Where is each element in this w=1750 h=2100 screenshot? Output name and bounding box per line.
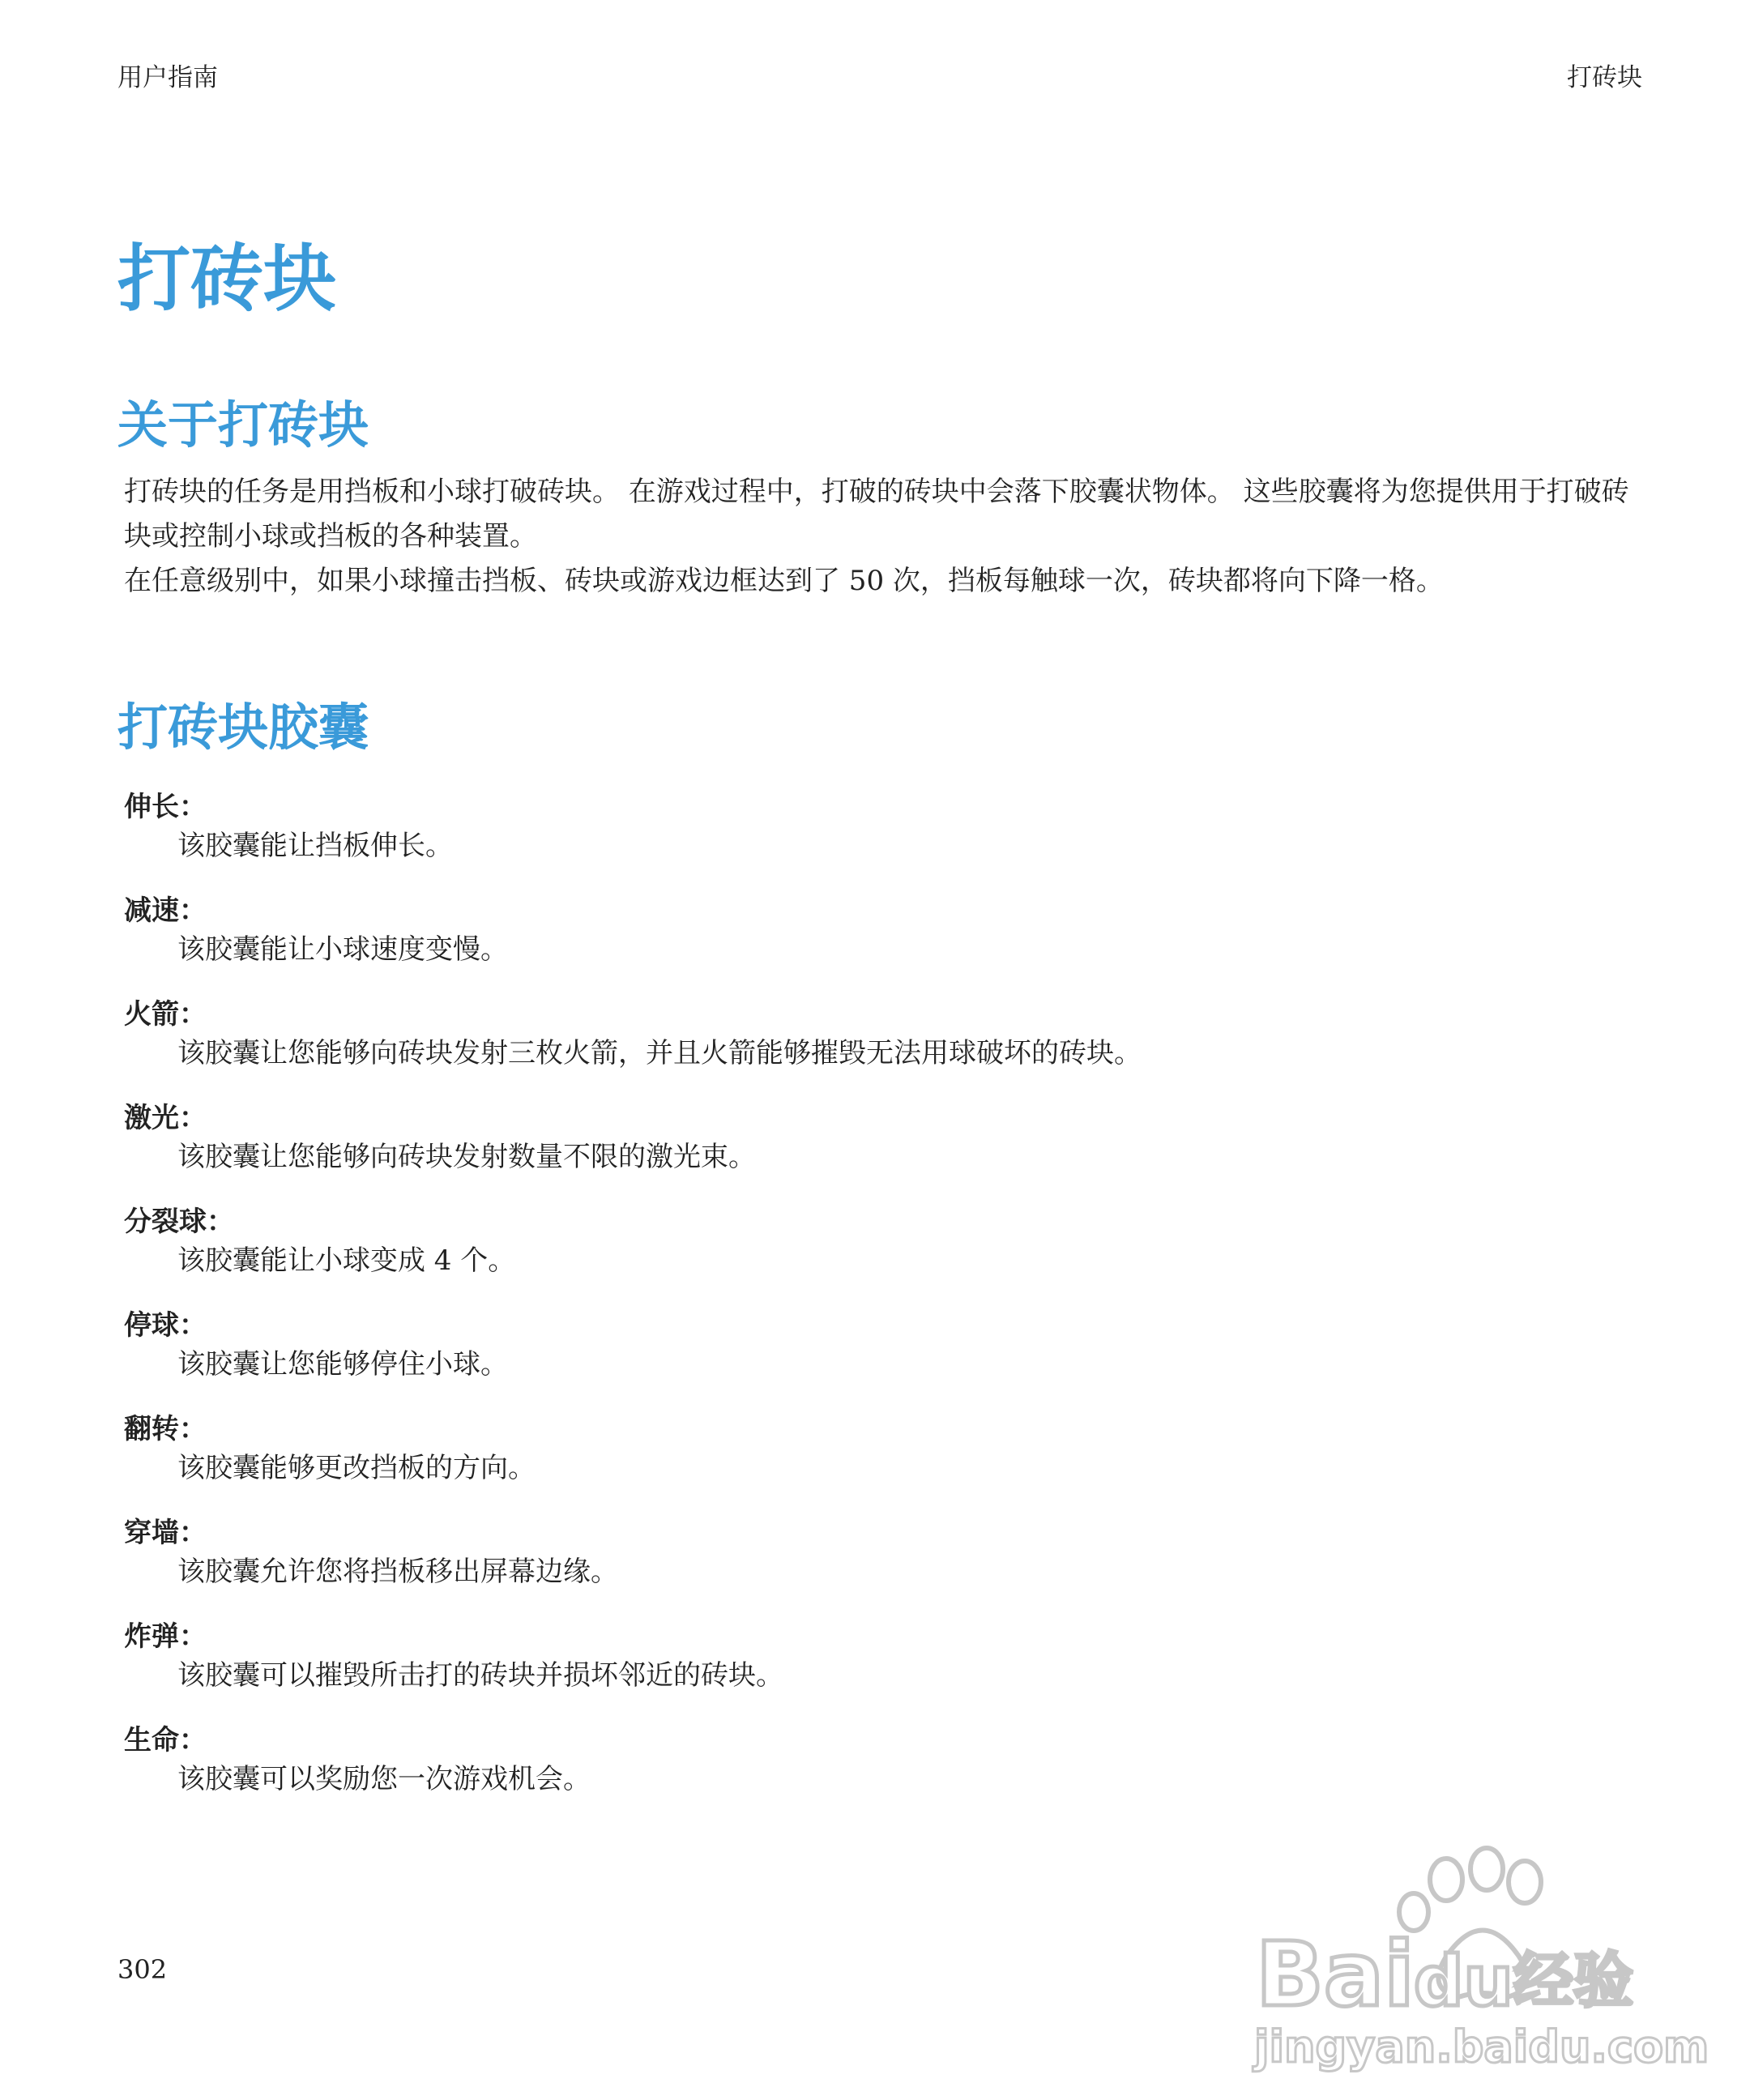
capsule-term: 生命： bbox=[124, 1724, 207, 1756]
running-header-left: 用户指南 bbox=[117, 63, 218, 92]
baidu-logo-url: jingyan.baidu.com bbox=[1254, 2021, 1709, 2072]
capsule-desc: 该胶囊可以奖励您一次游戏机会。 bbox=[177, 1763, 591, 1795]
baidu-logo-text: Bai bbox=[1256, 1923, 1415, 2026]
capsule-term: 激光： bbox=[124, 1102, 207, 1134]
capsule-item bbox=[124, 995, 1647, 1099]
capsule-desc: 该胶囊让您能够停住小球。 bbox=[177, 1348, 508, 1381]
capsule-term: 炸弹： bbox=[124, 1620, 207, 1653]
section-title-capsules: 打砖块胶囊 bbox=[117, 698, 369, 757]
capsule-desc: 该胶囊能够更改挡板的方向。 bbox=[177, 1452, 536, 1484]
capsule-desc: 该胶囊允许您将挡板移出屏幕边缘。 bbox=[177, 1556, 618, 1588]
capsule-desc: 该胶囊让您能够向砖块发射数量不限的激光束。 bbox=[177, 1141, 756, 1173]
paragraph-rule: 在任意级别中，如果小球撞击挡板、砖块或游戏边框达到了 50 次，挡板每触球一次，砖块都将向下降一格。 bbox=[124, 565, 1444, 597]
section-title-about: 关于打砖块 bbox=[117, 395, 369, 455]
baidu-watermark bbox=[1240, 1835, 1709, 2078]
baidu-logo-jingyan: 经验 bbox=[1513, 1946, 1633, 2016]
capsule-item bbox=[124, 1721, 1647, 1825]
page-number: 302 bbox=[117, 1954, 168, 1985]
capsule-desc: 该胶囊让您能够向砖块发射三枚火箭，并且火箭能够摧毁无法用球破坏的砖块。 bbox=[177, 1037, 1142, 1069]
paragraph-intro: 打砖块的任务是用挡板和小球打破砖块。 在游戏过程中，打破的砖块中会落下胶囊状物体。 这些胶囊将为您提供用于打破砖块或控制小球或挡板的各种装置。 bbox=[124, 476, 1629, 553]
capsule-list bbox=[124, 788, 1647, 1825]
capsule-term: 翻转： bbox=[124, 1413, 207, 1445]
capsule-item bbox=[124, 788, 1647, 891]
capsule-item bbox=[124, 1410, 1647, 1513]
capsule-desc: 该胶囊能让小球速度变慢。 bbox=[177, 933, 508, 966]
baidu-logo-du: du bbox=[1414, 1941, 1513, 2022]
capsule-item bbox=[124, 1617, 1647, 1721]
capsule-item bbox=[124, 891, 1647, 995]
capsule-term: 分裂球： bbox=[124, 1206, 234, 1238]
capsule-item bbox=[124, 1306, 1647, 1410]
running-header-right: 打砖块 bbox=[1567, 63, 1642, 92]
capsule-term: 穿墙： bbox=[124, 1517, 207, 1549]
capsule-desc: 该胶囊能让小球变成 4 个。 bbox=[177, 1244, 516, 1277]
capsule-item bbox=[124, 1513, 1647, 1617]
capsule-term: 停球： bbox=[124, 1309, 207, 1342]
capsule-term: 火箭： bbox=[124, 998, 207, 1031]
capsule-item bbox=[124, 1099, 1647, 1202]
capsule-term: 减速： bbox=[124, 894, 207, 927]
chapter-title: 打砖块 bbox=[117, 237, 336, 322]
capsule-term: 伸长： bbox=[124, 791, 207, 823]
capsule-item bbox=[124, 1202, 1647, 1306]
capsule-desc: 该胶囊能让挡板伸长。 bbox=[177, 830, 453, 862]
capsule-desc: 该胶囊可以摧毁所击打的砖块并损坏邻近的砖块。 bbox=[177, 1659, 783, 1692]
